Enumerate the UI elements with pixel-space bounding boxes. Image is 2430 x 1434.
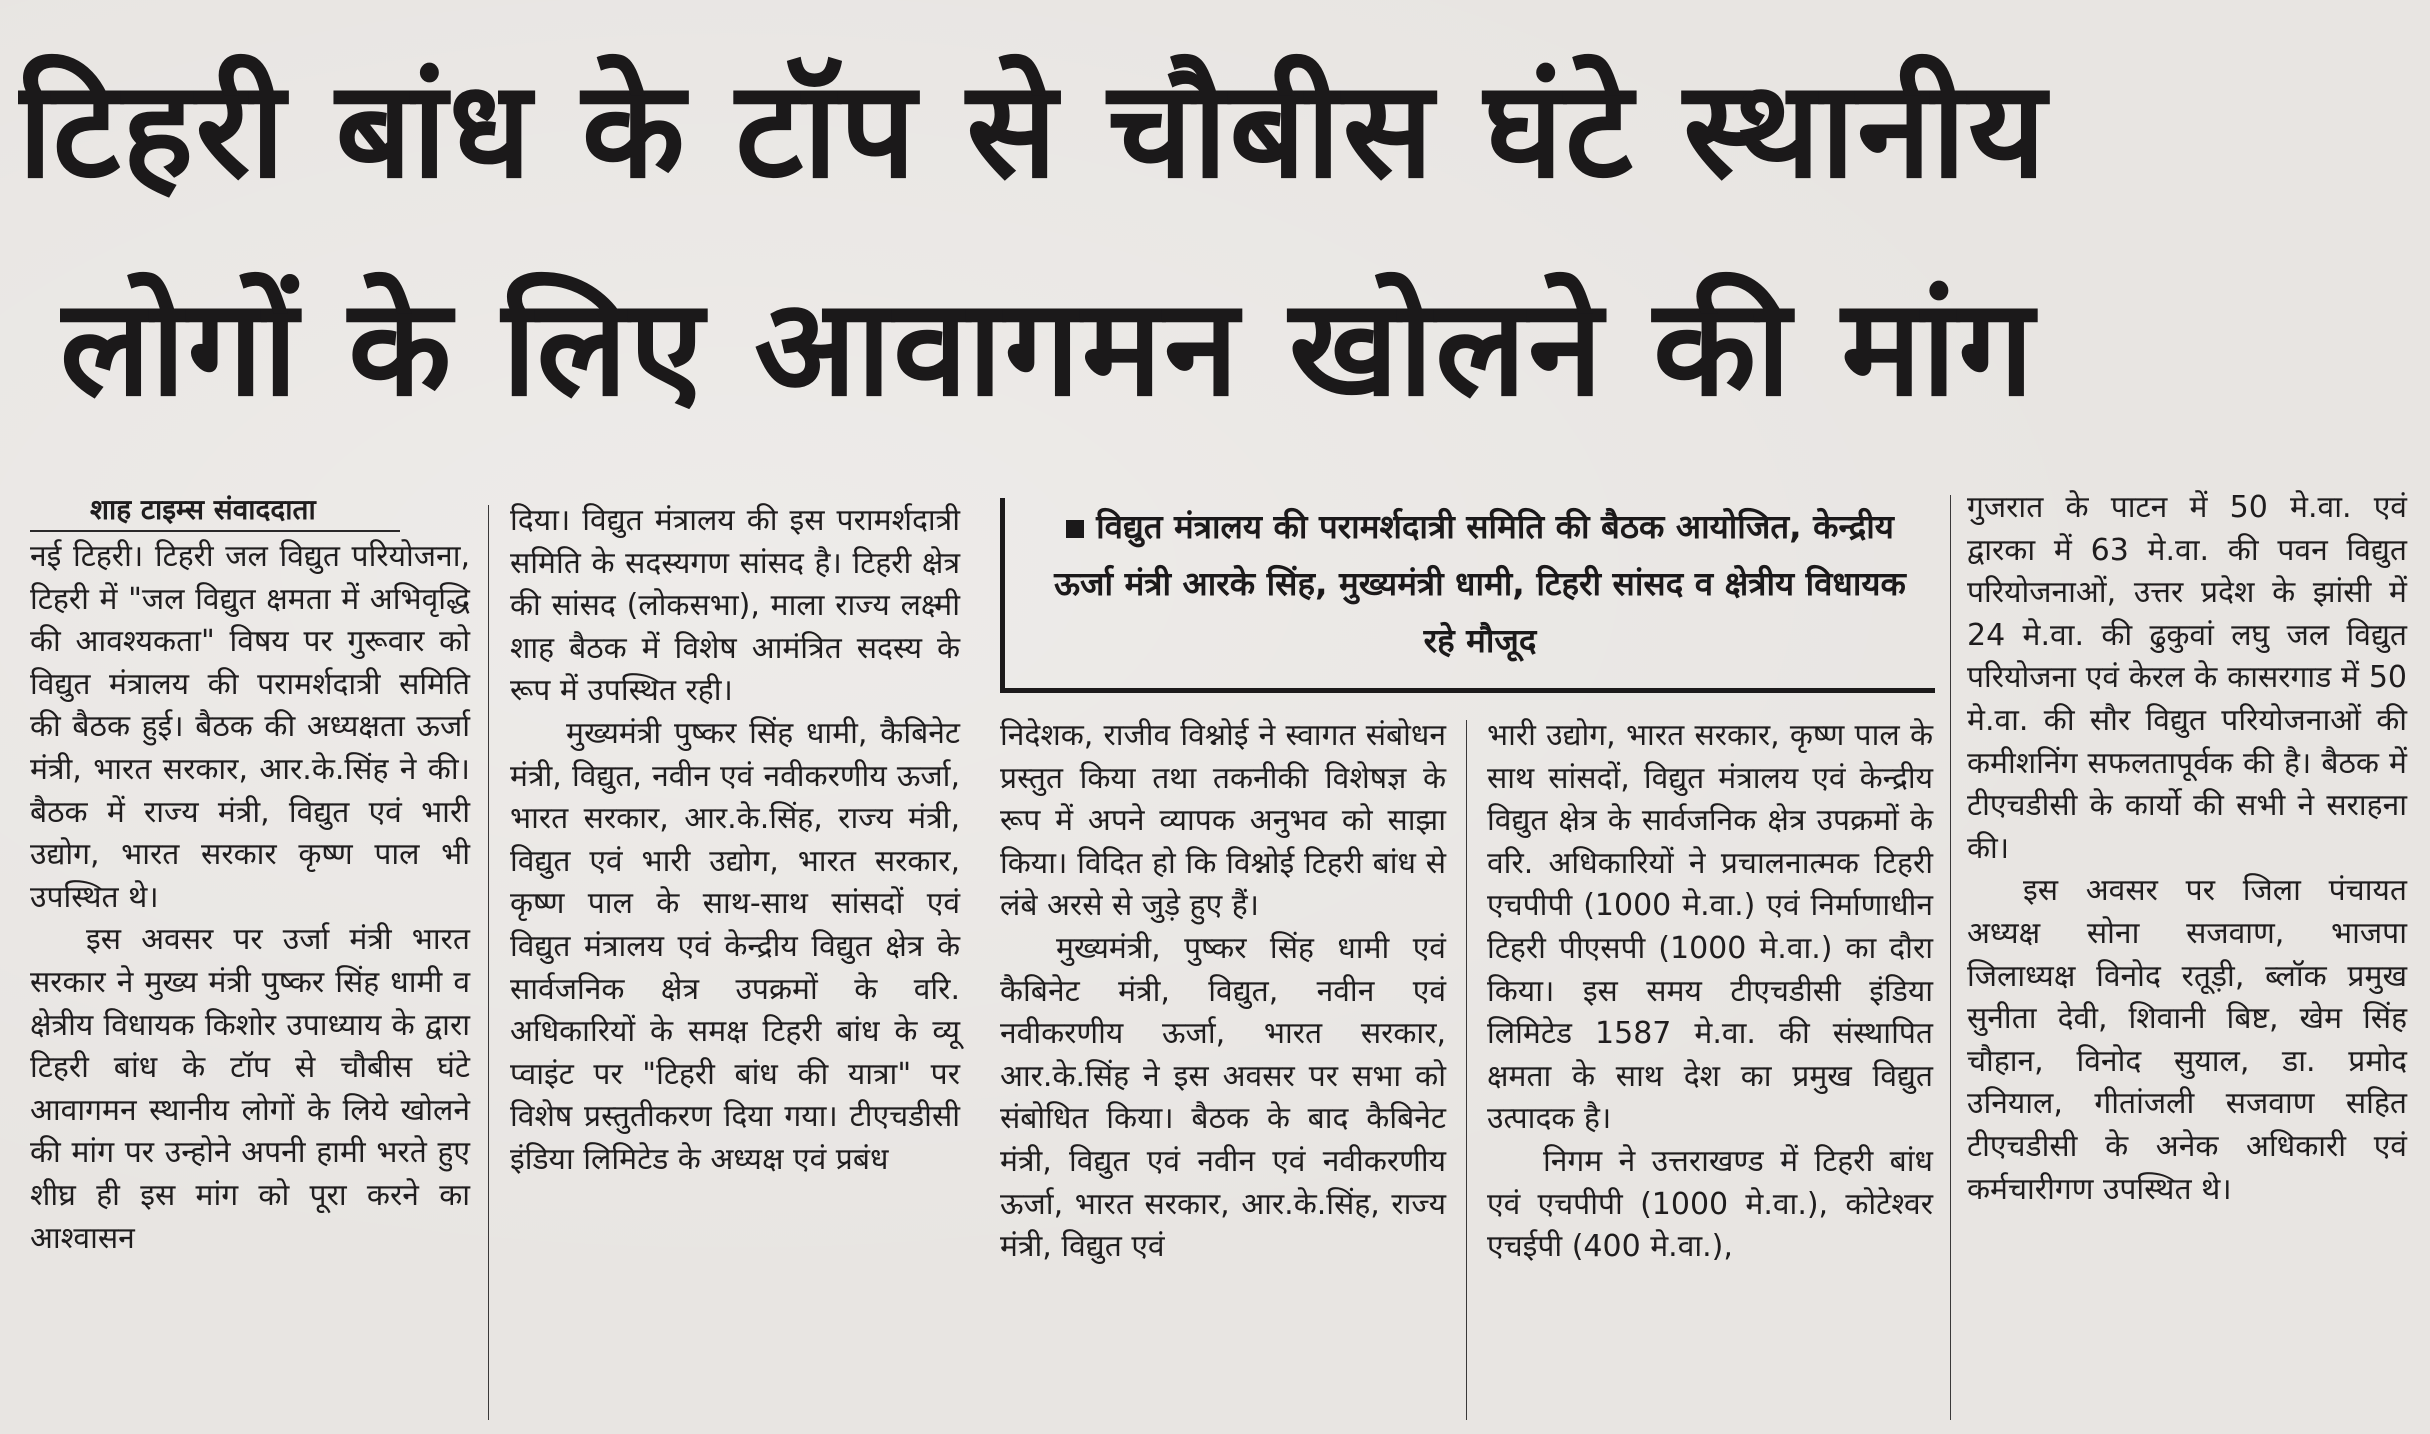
article-column-2 (510, 500, 960, 1182)
article-paragraph: नई टिहरी। टिहरी जल विद्युत परियोजना, टिहरी में "जल विद्युत क्षमता में अभिवृद्धि की आवश्यकता" विषय पर गुरूवार को विद्युत मंत्रालय की परामर्शदात्री समिति की बैठक हुई। बैठक की अध्यक्षता ऊर्जा मंत्री, भारत सरकार, आर.के.सिंह ने की। बैठक में राज्य मंत्री, विद्युत एवं भारी उद्योग, भारत सरकार कृष्ण पाल भी उपस्थित थे। (30, 539, 470, 915)
article-paragraph: गुजरात के पाटन में 50 मे.वा. एवं द्वारका में 63 मे.वा. की पवन विद्युत परियोजनाओं, उत्तर प्रदेश के झांसी में 24 मे.वा. की ढुकुवां लघु जल विद्युत परियोजना एवं केरल के कासरगाड में 50 मे.वा. की सौर विद्युत परियोजनाओं की कमीशनिंग सफलतापूर्वक की है। बैठक में टीएचडीसी के कार्यो की सभी ने सराहना की। (1967, 490, 2407, 866)
article-paragraph: निगम ने उत्तराखण्ड में टिहरी बांध एवं एचपीपी (1000 मे.वा.), कोटेश्वर एचईपी (400 मे.वा.), (1487, 1143, 1933, 1265)
column-divider (488, 505, 489, 1420)
article-paragraph: निदेशक, राजीव विश्नोई ने स्वागत संबोधन प्रस्तुत किया तथा तकनीकी विशेषज्ञ के रूप में अपने व्यापक अनुभव को साझा किया। विदित हो कि विश्नोई टिहरी बांध से लंबे अरसे से जुड़े हुए हैं। (1000, 718, 1446, 924)
article-paragraph: मुख्यमंत्री पुष्कर सिंह धामी, कैबिनेट मंत्री, विद्युत, नवीन एवं नवीकरणीय ऊर्जा, भारत सरकार, आर.के.सिंह, राज्य मंत्री, विद्युत एवं भारी उद्योग, भारत सरकार, कृष्ण पाल के साथ-साथ सांसदों एवं विद्युत मंत्रालय एवं केन्द्रीय विद्युत क्षेत्र के सार्वजनिक क्षेत्र उपक्रमों के वरि. अधिकारियों के समक्ष टिहरी बांध के व्यू प्वाइंट पर "टिहरी बांध की यात्रा" पर विशेष प्रस्तुतीकरण दिया गया। टीएचडीसी इंडिया लिमिटेड के अध्यक्ष एवं प्रबंध (510, 715, 960, 1177)
headline-line-1: टिहरी बांध के टॉप से चौबीस घंटे स्थानीय (18, 52, 2048, 208)
article-paragraph: इस अवसर पर जिला पंचायत अध्यक्ष सोना सजवाण, भाजपा जिलाध्यक्ष विनोद रतूड़ी, ब्लॉक प्रमुख सुनीता देवी, शिवानी बिष्ट, खेम सिंह चौहान, विनोद सुयाल, डा. प्रमोद उनियाल, गीतांजली सजवाण सहित टीएचडीसी के अनेक अधिकारी एवं कर्मचारीगण उपस्थित थे। (1967, 873, 2407, 1207)
column-divider (1950, 495, 1951, 1420)
callout-text (1040, 498, 1920, 669)
headline-line-2: लोगों के लिए आवागमन खोलने की मांग (60, 270, 2036, 426)
article-column-4 (1487, 715, 1933, 1269)
article-paragraph: दिया। विद्युत मंत्रालय की इस परामर्शदात्री समिति के सदस्यगण सांसद है। टिहरी क्षेत्र की सांसद (लोकसभा), माला राज्य लक्ष्मी शाह बैठक में विशेष आमंत्रित सदस्य के रूप में उपस्थित रही। (510, 503, 960, 709)
article-column-1 (30, 490, 470, 1260)
article-paragraph: इस अवसर पर उर्जा मंत्री भारत सरकार ने मुख्य मंत्री पुष्कर सिंह धामी व क्षेत्रीय विधायक किशोर उपाध्याय के द्वारा टिहरी बांध के टॉप से चौबीस घंटे आवागमन स्थानीय लोगों के लिये खोलने की मांग पर उन्होने अपनी हामी भरते हुए शीघ्र ही इस मांग को पूरा करने का आश्वासन (30, 922, 470, 1256)
callout-box (1000, 498, 1935, 693)
byline: शाह टाइम्स संवाददाता (30, 490, 400, 532)
article-paragraph: भारी उद्योग, भारत सरकार, कृष्ण पाल के साथ सांसदों, विद्युत मंत्रालय एवं केन्द्रीय विद्युत क्षेत्र के सार्वजनिक क्षेत्र उपक्रमों के वरि. अधिकारियों ने प्रचालनात्मक टिहरी एचपीपी (1000 मे.वा.) एवं निर्माणाधीन टिहरी पीएसपी (1000 मे.वा.) का दौरा किया। इस समय टीएचडीसी इंडिया लिमिटेड 1587 मे.वा. की संस्थापित क्षमता के साथ देश का प्रमुख विद्युत उत्पादक है। (1487, 718, 1933, 1137)
square-bullet-icon (1066, 520, 1084, 538)
article-paragraph: मुख्यमंत्री, पुष्कर सिंह धामी एवं कैबिनेट मंत्री, विद्युत, नवीन एवं नवीकरणीय ऊर्जा, भारत सरकार, आर.के.सिंह ने इस अवसर पर सभा को संबोधित किया। बैठक के बाद कैबिनेट मंत्री, विद्युत एवं नवीन एवं नवीकरणीय ऊर्जा, भारत सरकार, आर.के.सिंह, राज्य मंत्री, विद्युत एवं (1000, 930, 1446, 1265)
callout-label: विद्युत मंत्रालय की परामर्शदात्री समिति की बैठक आयोजित, केन्द्रीय ऊर्जा मंत्री आरके सिंह, मुख्यमंत्री धामी, टिहरी सांसद व क्षेत्रीय विधायक रहे मौजूद (1054, 507, 1906, 660)
article-column-5 (1967, 487, 2407, 1211)
article-column-3 (1000, 715, 1446, 1269)
column-divider (1466, 720, 1467, 1420)
